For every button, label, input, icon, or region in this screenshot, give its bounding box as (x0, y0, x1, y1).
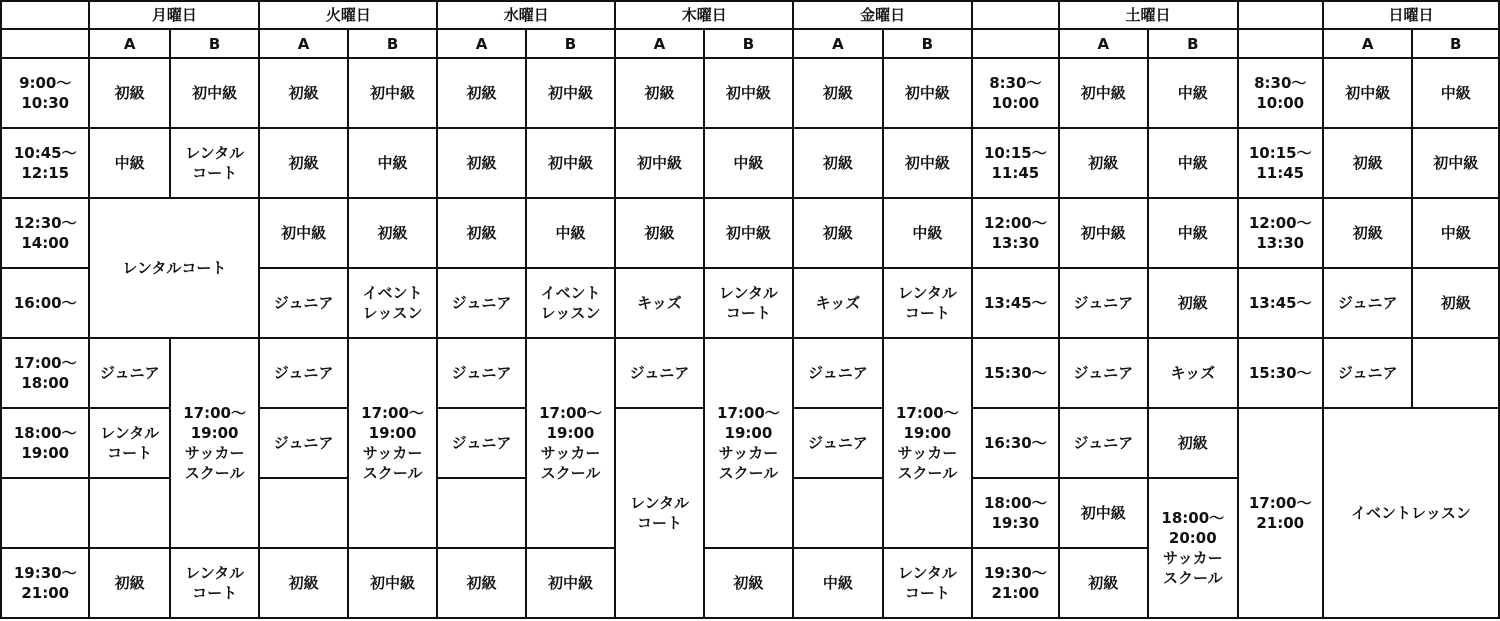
lesson-cell: 初級 (259, 128, 347, 198)
lesson-cell: レンタル コート (170, 128, 259, 198)
day-header-tue: 火曜日 (259, 1, 437, 29)
lesson-cell: ジュニア (437, 338, 525, 408)
soccer-school-cell: 17:00～ 19:00 サッカー スクール (883, 338, 972, 548)
lesson-cell: 初中級 (526, 128, 615, 198)
lesson-cell: 初級 (793, 128, 882, 198)
weekday-time-cell: 19:30～ 21:00 (1, 548, 89, 618)
schedule-row (1, 338, 1499, 408)
lesson-cell: 初中級 (1323, 58, 1412, 128)
event-lesson-cell: イベントレッスン (1323, 408, 1499, 618)
day-header-sat: 土曜日 (1059, 1, 1238, 29)
lesson-cell: 初中級 (704, 58, 793, 128)
sat-time-cell: 10:15～ 11:45 (972, 128, 1058, 198)
weekday-time-cell: 18:00～ 19:00 (1, 408, 89, 478)
lesson-cell: 初中級 (615, 128, 703, 198)
lesson-cell: ジュニア (259, 338, 347, 408)
court-label-a: A (89, 29, 169, 58)
sat-time-header (972, 29, 1058, 58)
court-label-a: A (793, 29, 882, 58)
lesson-cell: レンタル コート (883, 268, 972, 338)
weekday-time-cell: 16:00～ (1, 268, 89, 338)
lesson-cell (1412, 338, 1499, 408)
lesson-cell: ジュニア (1059, 268, 1148, 338)
court-label-a: A (1059, 29, 1148, 58)
lesson-cell: 初級 (348, 198, 437, 268)
sat-time-header (972, 1, 1058, 29)
lesson-cell: 初級 (615, 198, 703, 268)
court-label-a: A (437, 29, 525, 58)
lesson-cell: 中級 (526, 198, 615, 268)
court-label-a: A (615, 29, 703, 58)
sat-time-cell: 12:00～ 13:30 (972, 198, 1058, 268)
lesson-cell: 初級 (437, 128, 525, 198)
sat-time-cell: 13:45～ (972, 268, 1058, 338)
lesson-cell: 初級 (437, 548, 525, 618)
court-label-a: A (1323, 29, 1412, 58)
court-label-b: B (1412, 29, 1499, 58)
lesson-cell (793, 478, 882, 548)
soccer-school-cell: 17:00～ 19:00 サッカー スクール (348, 338, 437, 548)
corner-cell (1, 1, 89, 29)
lesson-cell: 中級 (704, 128, 793, 198)
lesson-cell: 初級 (1323, 198, 1412, 268)
lesson-cell: 初級 (437, 58, 525, 128)
lesson-cell: 初中級 (1059, 58, 1148, 128)
day-header-mon: 月曜日 (89, 1, 259, 29)
sat-time-cell: 19:30～ 21:00 (972, 548, 1058, 618)
day-header-sun: 日曜日 (1323, 1, 1499, 29)
sun-time-cell: 8:30～ 10:00 (1238, 58, 1323, 128)
sun-time-cell: 12:00～ 13:30 (1238, 198, 1323, 268)
lesson-cell: レンタル コート (89, 408, 169, 478)
lesson-cell: ジュニア (1323, 338, 1412, 408)
weekday-time-cell: 12:30～ 14:00 (1, 198, 89, 268)
day-header-fri: 金曜日 (793, 1, 972, 29)
lesson-cell (437, 478, 525, 548)
sat-time-cell: 15:30～ (972, 338, 1058, 408)
sun-time-cell: 17:00～ 21:00 (1238, 408, 1323, 618)
weekday-time-cell (1, 478, 89, 548)
lesson-cell: ジュニア (437, 408, 525, 478)
weekday-time-cell: 10:45～ 12:15 (1, 128, 89, 198)
lesson-cell: 初級 (1412, 268, 1499, 338)
lesson-cell: 初中級 (1059, 478, 1148, 548)
lesson-cell: レンタル コート (170, 548, 259, 618)
lesson-cell: 初級 (89, 548, 169, 618)
lesson-cell: 初中級 (348, 58, 437, 128)
lesson-cell: 中級 (348, 128, 437, 198)
lesson-cell: ジュニア (615, 338, 703, 408)
lesson-cell: 初中級 (170, 58, 259, 128)
lesson-cell: 初級 (437, 198, 525, 268)
lesson-cell: 初級 (259, 58, 347, 128)
lesson-cell: 初中級 (704, 198, 793, 268)
lesson-cell: 初級 (259, 548, 347, 618)
sat-time-cell: 8:30～ 10:00 (972, 58, 1058, 128)
lesson-cell: 初中級 (526, 58, 615, 128)
sun-time-cell: 15:30～ (1238, 338, 1323, 408)
lesson-cell: 初級 (793, 198, 882, 268)
sat-time-cell: 18:00～ 19:30 (972, 478, 1058, 548)
lesson-cell: ジュニア (1059, 338, 1148, 408)
corner-cell (1, 29, 89, 58)
lesson-cell: イベント レッスン (526, 268, 615, 338)
court-label-b: B (170, 29, 259, 58)
lesson-cell: 初級 (1059, 128, 1148, 198)
weekday-time-cell: 9:00～ 10:30 (1, 58, 89, 128)
lesson-cell: 中級 (1148, 58, 1237, 128)
lesson-cell: 初中級 (1059, 198, 1148, 268)
lesson-cell: キッズ (1148, 338, 1237, 408)
court-label-b: B (704, 29, 793, 58)
court-header-row (1, 29, 1499, 58)
lesson-cell: 初級 (1323, 128, 1412, 198)
lesson-cell: 初級 (1148, 268, 1237, 338)
sun-time-cell: 10:15～ 11:45 (1238, 128, 1323, 198)
court-label-a: A (259, 29, 347, 58)
sat-time-cell: 16:30～ (972, 408, 1058, 478)
court-label-b: B (526, 29, 615, 58)
lesson-cell: 中級 (1412, 58, 1499, 128)
sun-time-cell: 13:45～ (1238, 268, 1323, 338)
sun-time-header (1238, 29, 1323, 58)
lesson-cell: ジュニア (793, 408, 882, 478)
court-label-b: B (883, 29, 972, 58)
lesson-cell: 初級 (615, 58, 703, 128)
day-header-row (1, 1, 1499, 29)
lesson-cell: 初級 (1059, 548, 1148, 618)
lesson-cell: 中級 (1412, 198, 1499, 268)
lesson-cell: ジュニア (259, 268, 347, 338)
soccer-school-cell: 17:00～ 19:00 サッカー スクール (170, 338, 259, 548)
lesson-cell: 初中級 (348, 548, 437, 618)
day-header-wed: 水曜日 (437, 1, 615, 29)
lesson-cell: 初級 (89, 58, 169, 128)
lesson-cell: 中級 (883, 198, 972, 268)
schedule-row (1, 58, 1499, 128)
lesson-cell (259, 478, 347, 548)
lesson-cell: ジュニア (1323, 268, 1412, 338)
lesson-cell: 中級 (89, 128, 169, 198)
lesson-cell (89, 478, 169, 548)
lesson-cell: ジュニア (793, 338, 882, 408)
schedule-row (1, 198, 1499, 268)
lesson-cell: 中級 (793, 548, 882, 618)
soccer-school-cell: 17:00～ 19:00 サッカー スクール (704, 338, 793, 548)
lesson-cell: 中級 (1148, 128, 1237, 198)
lesson-cell: 初級 (704, 548, 793, 618)
schedule-row (1, 128, 1499, 198)
sun-time-header (1238, 1, 1323, 29)
lesson-cell: イベント レッスン (348, 268, 437, 338)
lesson-cell: 初中級 (883, 128, 972, 198)
lesson-cell: レンタル コート (704, 268, 793, 338)
lesson-cell: 初中級 (883, 58, 972, 128)
soccer-school-cell: 17:00～ 19:00 サッカー スクール (526, 338, 615, 548)
lesson-cell: キッズ (615, 268, 703, 338)
lesson-cell: ジュニア (89, 338, 169, 408)
lesson-cell: 初級 (793, 58, 882, 128)
lesson-cell: 初中級 (1412, 128, 1499, 198)
lesson-cell: 初中級 (526, 548, 615, 618)
weekday-time-cell: 17:00～ 18:00 (1, 338, 89, 408)
court-label-b: B (1148, 29, 1237, 58)
day-header-thu: 木曜日 (615, 1, 793, 29)
soccer-school-cell: 18:00～ 20:00 サッカー スクール (1148, 478, 1237, 618)
lesson-cell-rental-merged: レンタルコート (89, 198, 259, 338)
lesson-cell: レンタル コート (883, 548, 972, 618)
lesson-cell: ジュニア (259, 408, 347, 478)
lesson-cell: キッズ (793, 268, 882, 338)
lesson-cell: ジュニア (1059, 408, 1148, 478)
lesson-cell: レンタル コート (615, 408, 703, 618)
lesson-cell: 中級 (1148, 198, 1237, 268)
lesson-cell: 初級 (1148, 408, 1237, 478)
lesson-cell: 初中級 (259, 198, 347, 268)
court-label-b: B (348, 29, 437, 58)
lesson-cell: ジュニア (437, 268, 525, 338)
